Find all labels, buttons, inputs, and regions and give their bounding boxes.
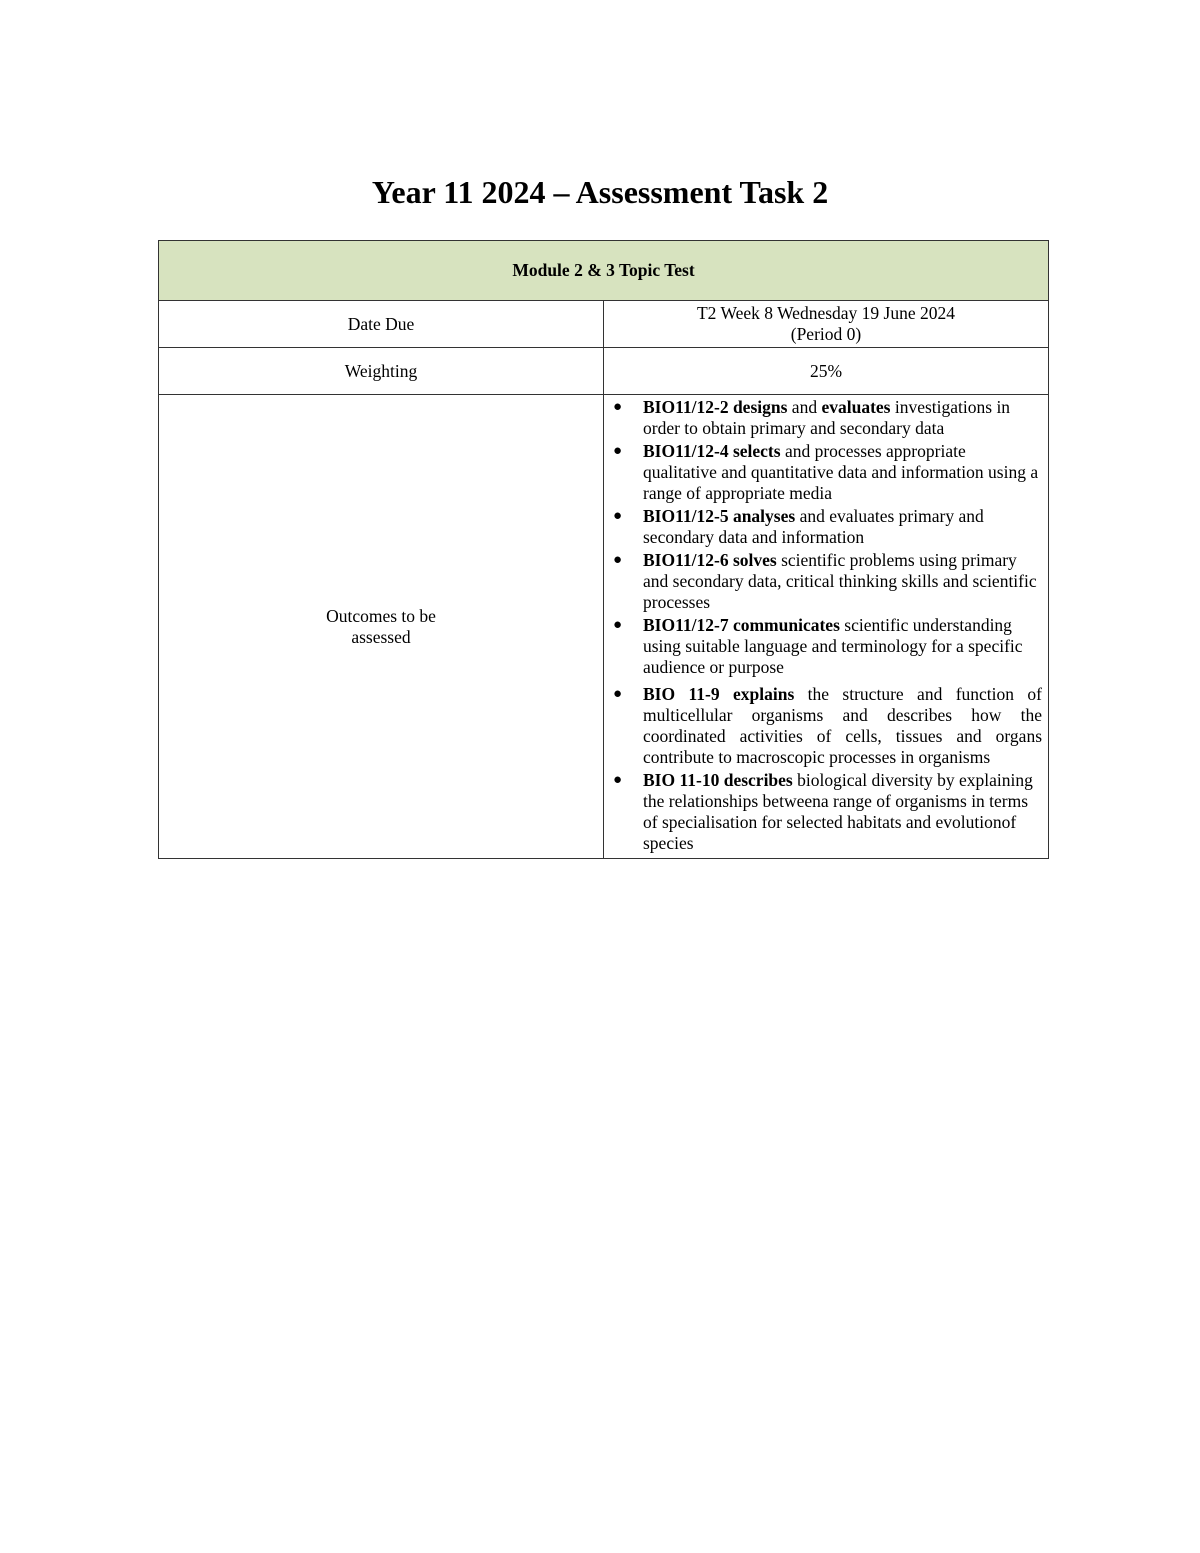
outcome-item <box>604 397 1042 439</box>
outcome-text: scientific understanding using suitable language and terminology for a specific audience or purpose <box>643 615 1023 677</box>
outcome-item <box>604 506 1042 548</box>
outcome-verb: describes <box>723 770 793 790</box>
bullet-icon: ● <box>613 508 623 524</box>
outcome-verb: solves <box>732 550 777 570</box>
outcome-text: investigations in order to obtain primary and secondary data <box>643 397 1011 438</box>
outcome-code: BIO11/12-2 <box>643 397 729 417</box>
outcome-item <box>604 550 1042 613</box>
date-due-value-line1: T2 Week 8 Wednesday 19 June 2024 <box>696 303 955 323</box>
outcomes-label <box>159 395 604 859</box>
bullet-icon: ● <box>613 399 623 415</box>
outcome-verb: selects <box>732 441 781 461</box>
date-due-label: Date Due <box>159 301 604 348</box>
weighting-label: Weighting <box>159 348 604 395</box>
table-header-row <box>159 241 1049 301</box>
outcome-code: BIO11/12-6 <box>643 550 729 570</box>
outcome-item <box>604 770 1042 854</box>
outcome-text: biological diversity by explaining the relationships betweena range of organisms in terms of specialisation for selected habitats and evolutionof species <box>643 770 1033 853</box>
date-due-value-line2: (Period 0) <box>790 324 862 344</box>
weighting-row <box>159 348 1049 395</box>
outcome-text: scientific problems using primary and secondary data, critical thinking skills and scientific processes <box>643 550 1037 612</box>
outcome-text: and processes appropriate qualitative and quantitative data and information using a range of appropriate media <box>643 441 1039 503</box>
date-due-row <box>159 301 1049 348</box>
bullet-icon: ● <box>613 772 623 788</box>
outcome-verb-secondary: evaluates <box>821 397 891 417</box>
page-title: Year 11 2024 – Assessment Task 2 <box>371 174 829 210</box>
outcome-text: the structure and function of multicellular organisms and describes how the coordinated activities of cells, tissues and organs contribute to macroscopic processes in organisms <box>643 684 1042 767</box>
outcome-text: and evaluates primary and secondary data and information <box>643 506 984 547</box>
outcome-item <box>604 441 1042 504</box>
outcomes-list-cell <box>604 395 1049 859</box>
outcome-verb: designs <box>732 397 788 417</box>
outcome-code: BIO 11-9 <box>643 684 720 704</box>
date-due-value <box>604 301 1049 348</box>
outcome-connector: and <box>787 397 822 417</box>
outcomes-list <box>604 395 1048 858</box>
outcome-verb: explains <box>733 684 795 704</box>
outcome-item <box>604 684 1042 768</box>
outcomes-label-text: Outcomes to be assessed <box>326 605 436 647</box>
bullet-icon: ● <box>613 686 623 702</box>
assessment-task-table <box>158 240 1049 859</box>
bullet-icon: ● <box>613 552 623 568</box>
outcome-code: BIO11/12-7 <box>643 615 729 635</box>
outcome-item <box>604 615 1042 678</box>
outcome-code: BIO11/12-4 <box>643 441 729 461</box>
task-name-header: Module 2 & 3 Topic Test <box>159 241 1049 301</box>
weighting-value: 25% <box>604 348 1049 395</box>
outcomes-row <box>159 395 1049 859</box>
outcome-code: BIO11/12-5 <box>643 506 729 526</box>
bullet-icon: ● <box>613 443 623 459</box>
outcome-verb: analyses <box>732 506 796 526</box>
bullet-icon: ● <box>613 617 623 633</box>
outcome-verb: communicates <box>732 615 840 635</box>
outcome-code: BIO 11-10 <box>643 770 720 790</box>
